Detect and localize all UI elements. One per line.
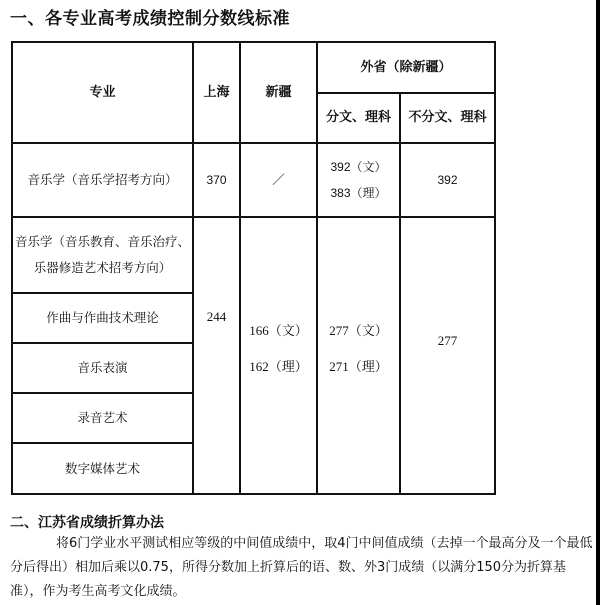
header-split-arts-science: 分文、理科	[317, 93, 400, 143]
row1-arts-score: 392（文）	[330, 160, 387, 174]
section1-title: 一、各专业高考成绩控制分数线标准	[10, 9, 290, 29]
group2-shanghai-score	[193, 217, 240, 494]
right-edge-border	[596, 0, 600, 605]
group2-shanghai-value: 244	[206, 309, 227, 324]
group2-major-5: 数字媒体艺术	[12, 443, 193, 494]
section2-paragraph-text: 将6门学业水平测试相应等级的中间值成绩中，取4门中间值成绩（去掉一个最高分及一个最低分后得出）相加后乘以0.75，所得分数加上折算后的语、数、外3门成绩（以满分150分为折算基准），作为考生高考文化成绩。	[10, 536, 593, 599]
row1-major: 音乐学（音乐学招考方向）	[12, 143, 193, 217]
group2-no-split-score	[400, 217, 495, 494]
group2-xinjiang-science: 162（理）	[249, 359, 308, 374]
row1-split-scores	[317, 143, 400, 217]
group2-major-3: 音乐表演	[12, 343, 193, 393]
row1-no-split-score: 392	[400, 143, 495, 217]
group2-no-split-value: 277	[437, 333, 458, 348]
group2-major-2: 作曲与作曲技术理论	[12, 293, 193, 343]
header-major: 专业	[12, 42, 193, 143]
group2-split-scores	[317, 217, 400, 494]
group2-split-arts: 277（文）	[329, 323, 388, 338]
group2-major-4: 录音艺术	[12, 393, 193, 443]
header-shanghai: 上海	[193, 42, 240, 143]
group2-xinjiang-arts: 166（文）	[249, 323, 308, 338]
section2-paragraph	[10, 532, 595, 604]
group2-major-1	[12, 217, 193, 293]
section2-title: 二、江苏省成绩折算办法	[10, 515, 164, 531]
row1-science-score: 383（理）	[330, 186, 387, 200]
group2-split-science: 271（理）	[329, 359, 388, 374]
score-cutoff-table	[11, 41, 496, 495]
header-no-split: 不分文、理科	[400, 93, 495, 143]
row1-xinjiang-score: ／	[240, 143, 317, 217]
group2-major-1-line2: 乐器修造艺术招考方向）	[33, 260, 172, 275]
group2-major-1-line1: 音乐学（音乐教育、音乐治疗、	[14, 234, 190, 249]
group2-xinjiang-scores	[240, 217, 317, 494]
header-xinjiang: 新疆	[240, 42, 317, 143]
header-other-provinces: 外省（除新疆）	[317, 42, 495, 93]
row1-shanghai-score: 370	[193, 143, 240, 217]
